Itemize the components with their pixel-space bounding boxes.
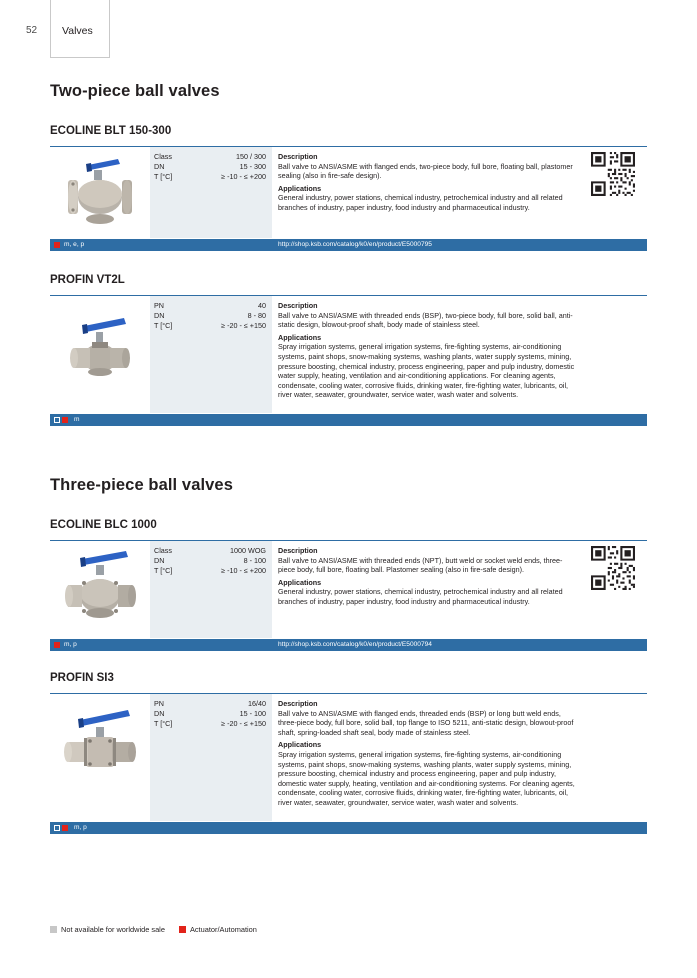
spec-row [154, 311, 270, 321]
page-header [0, 0, 697, 58]
spec-row [154, 566, 270, 576]
spec-label: T [°C] [154, 566, 173, 575]
spec-row [154, 719, 270, 729]
actuator-marker-dot [62, 417, 68, 423]
chapter-tab-label: Valves [62, 25, 93, 37]
description-heading: Description [278, 546, 318, 555]
description-heading: Description [278, 152, 318, 161]
description-heading: Description [278, 699, 318, 708]
spec-row [154, 556, 270, 566]
product-url-link[interactable]: http://shop.ksb.com/catalog/k0/en/product/E5000795 [278, 240, 432, 248]
applications-heading: Applications [278, 183, 322, 193]
actuator-marker-dot [62, 825, 68, 831]
section-title-three-piece: Three-piece ball valves [50, 476, 233, 494]
media-label: m [74, 415, 80, 423]
product-footer-bar-ecoline-blt [50, 239, 647, 251]
product-title-ecoline-blc: ECOLINE BLC 1000 [50, 519, 157, 531]
spec-value: 8 - 100 [243, 556, 266, 565]
description-heading: Description [278, 301, 318, 310]
applications-text: Spray irrigation systems, general irrigation systems, fire-fighting systems, air-conditioning systems, paint shops, snow-making systems, washing plants, water supply systems, mining, pressure boosting, chemical industry and process engineering, paper and pulp industry, domestic water supply, heating, ventilation and air-conditioning systems. For cleaning agents, condensate, cooling water, corrosive fluids, drinking water, fire-fighting water, lubricants, oil, river water, seawater, groundwater, service water, wash water and solvents. [278, 749, 575, 807]
media-label: m, e, p [64, 240, 85, 248]
spec-label: Class [154, 546, 172, 555]
applications-text: General industry, power stations, chemical industry, petrochemical industry and all related branches of industry, paper industry, food industry and pharmaceutical industry. [278, 193, 563, 212]
description-text: Ball valve to ANSI/ASME with flanged ends, two-piece body, full bore, floating ball, plastomer sealing (also in fire-safe design). [278, 161, 573, 181]
marker-dots [54, 822, 68, 834]
applications-heading: Applications [278, 740, 322, 750]
product-image-profin-si3 [50, 694, 150, 821]
product-title-profin-vt2l: PROFIN VT2L [50, 274, 125, 286]
media-label: m, p [64, 640, 77, 648]
section-title-two-piece: Two-piece ball valves [50, 82, 220, 100]
legend-actuator-label: Actuator/Automation [189, 925, 257, 934]
product-footer-bar-ecoline-blc [50, 639, 647, 651]
description-ecoline-blc [278, 546, 578, 607]
product-block-ecoline-blc [50, 540, 647, 650]
spec-row [154, 162, 270, 172]
page-number: 52 [26, 25, 38, 36]
spec-label: T [°C] [154, 719, 173, 728]
spec-label: T [°C] [154, 321, 173, 330]
specs-list-profin-vt2l [154, 301, 270, 331]
spec-value: ≥ -20 - ≤ +150 [221, 321, 266, 330]
worldwide-marker-dot [54, 417, 60, 423]
product-block-profin-si3 [50, 693, 647, 833]
applications-text: General industry, power stations, chemical industry, petrochemical industry and all related branches of industry, paper industry, food industry and pharmaceutical industry. [278, 587, 563, 606]
spec-label: PN [154, 301, 164, 310]
actuator-marker-dot [54, 242, 60, 248]
spec-value: 1000 WOG [230, 546, 266, 555]
spec-label: Class [154, 152, 172, 161]
spec-value: 40 [258, 301, 266, 310]
spec-value: 8 - 80 [247, 311, 266, 320]
spec-row [154, 152, 270, 162]
specs-list-ecoline-blc [154, 546, 270, 576]
qr-code-icon [591, 546, 635, 590]
specs-list-ecoline-blt [154, 152, 270, 182]
applications-heading: Applications [278, 577, 322, 587]
spec-label: PN [154, 699, 164, 708]
description-ecoline-blt [278, 152, 578, 213]
description-text: Ball valve to ANSI/ASME with flanged ends, threaded ends (BSP) or long butt weld ends, three-piece body, full bore, solid ball, top flange to ISO 5211, anti-static design, blowout-proof shaft, spring-loaded shaft seal, body made of stainless steel. [278, 708, 574, 737]
qr-code-icon [591, 152, 635, 196]
marker-dots [54, 639, 60, 651]
marker-dots [54, 239, 60, 251]
product-image-ecoline-blt [50, 147, 150, 238]
marker-dots [54, 414, 68, 426]
specs-list-profin-si3 [154, 699, 270, 729]
spec-row [154, 699, 270, 709]
product-block-profin-vt2l [50, 295, 647, 425]
product-block-ecoline-blt [50, 146, 647, 250]
product-footer-bar-profin-vt2l [50, 414, 647, 426]
worldwide-marker-dot [54, 825, 60, 831]
spec-row [154, 172, 270, 182]
spec-row [154, 546, 270, 556]
description-text: Ball valve to ANSI/ASME with threaded ends (BSP), two-piece body, full bore, solid ball, anti-static design, blowout-proof shaft, body made of stainless steel. [278, 310, 573, 330]
media-label: m, p [74, 823, 87, 831]
product-image-profin-vt2l [50, 296, 150, 413]
spec-label: DN [154, 162, 165, 171]
spec-value: ≥ -10 - ≤ +200 [221, 566, 266, 575]
description-profin-vt2l [278, 301, 578, 400]
spec-value: 15 - 300 [239, 162, 266, 171]
product-footer-bar-profin-si3 [50, 822, 647, 834]
product-title-profin-si3: PROFIN SI3 [50, 672, 114, 684]
actuator-swatch-icon [179, 926, 186, 933]
spec-row [154, 301, 270, 311]
product-title-ecoline-blt: ECOLINE BLT 150-300 [50, 125, 172, 137]
spec-value: 16/40 [248, 699, 266, 708]
spec-value: ≥ -20 - ≤ +150 [221, 719, 266, 728]
actuator-marker-dot [54, 642, 60, 648]
not-available-swatch-icon [50, 926, 57, 933]
spec-row [154, 709, 270, 719]
product-image-ecoline-blc [50, 541, 150, 638]
legend [50, 925, 257, 934]
description-profin-si3 [278, 699, 578, 808]
spec-label: DN [154, 556, 165, 565]
spec-value: ≥ -10 - ≤ +200 [221, 172, 266, 181]
applications-heading: Applications [278, 332, 322, 342]
applications-text: Spray irrigation systems, general irrigation systems, fire-fighting systems, air-conditioning systems, paint shops, snow-making systems, washing plants, water supply systems, mining, pressure boosting, chemical industry, process engineering, paper and pulp industry, domestic water supply, heating, ventilation and air-conditioning applications. For cleaning agents, condensate, cooling water, corrosive fluids, drinking water, fire-fighting water, lubricants, oil, river water, seawater, groundwater, service water, wash water and solvents. [278, 342, 575, 400]
spec-label: DN [154, 311, 165, 320]
legend-not-available-label: Not available for worldwide sale [61, 925, 165, 934]
product-url-link[interactable]: http://shop.ksb.com/catalog/k0/en/product/E5000794 [278, 640, 432, 648]
spec-row [154, 321, 270, 331]
description-text: Ball valve to ANSI/ASME with threaded ends (NPT), butt weld or socket weld ends, three-piece body, full bore, floating ball. Plastomer sealing (also in fire-safe design). [278, 555, 563, 575]
spec-label: DN [154, 709, 165, 718]
spec-value: 150 / 300 [236, 152, 266, 161]
spec-value: 15 - 100 [239, 709, 266, 718]
spec-label: T [°C] [154, 172, 173, 181]
